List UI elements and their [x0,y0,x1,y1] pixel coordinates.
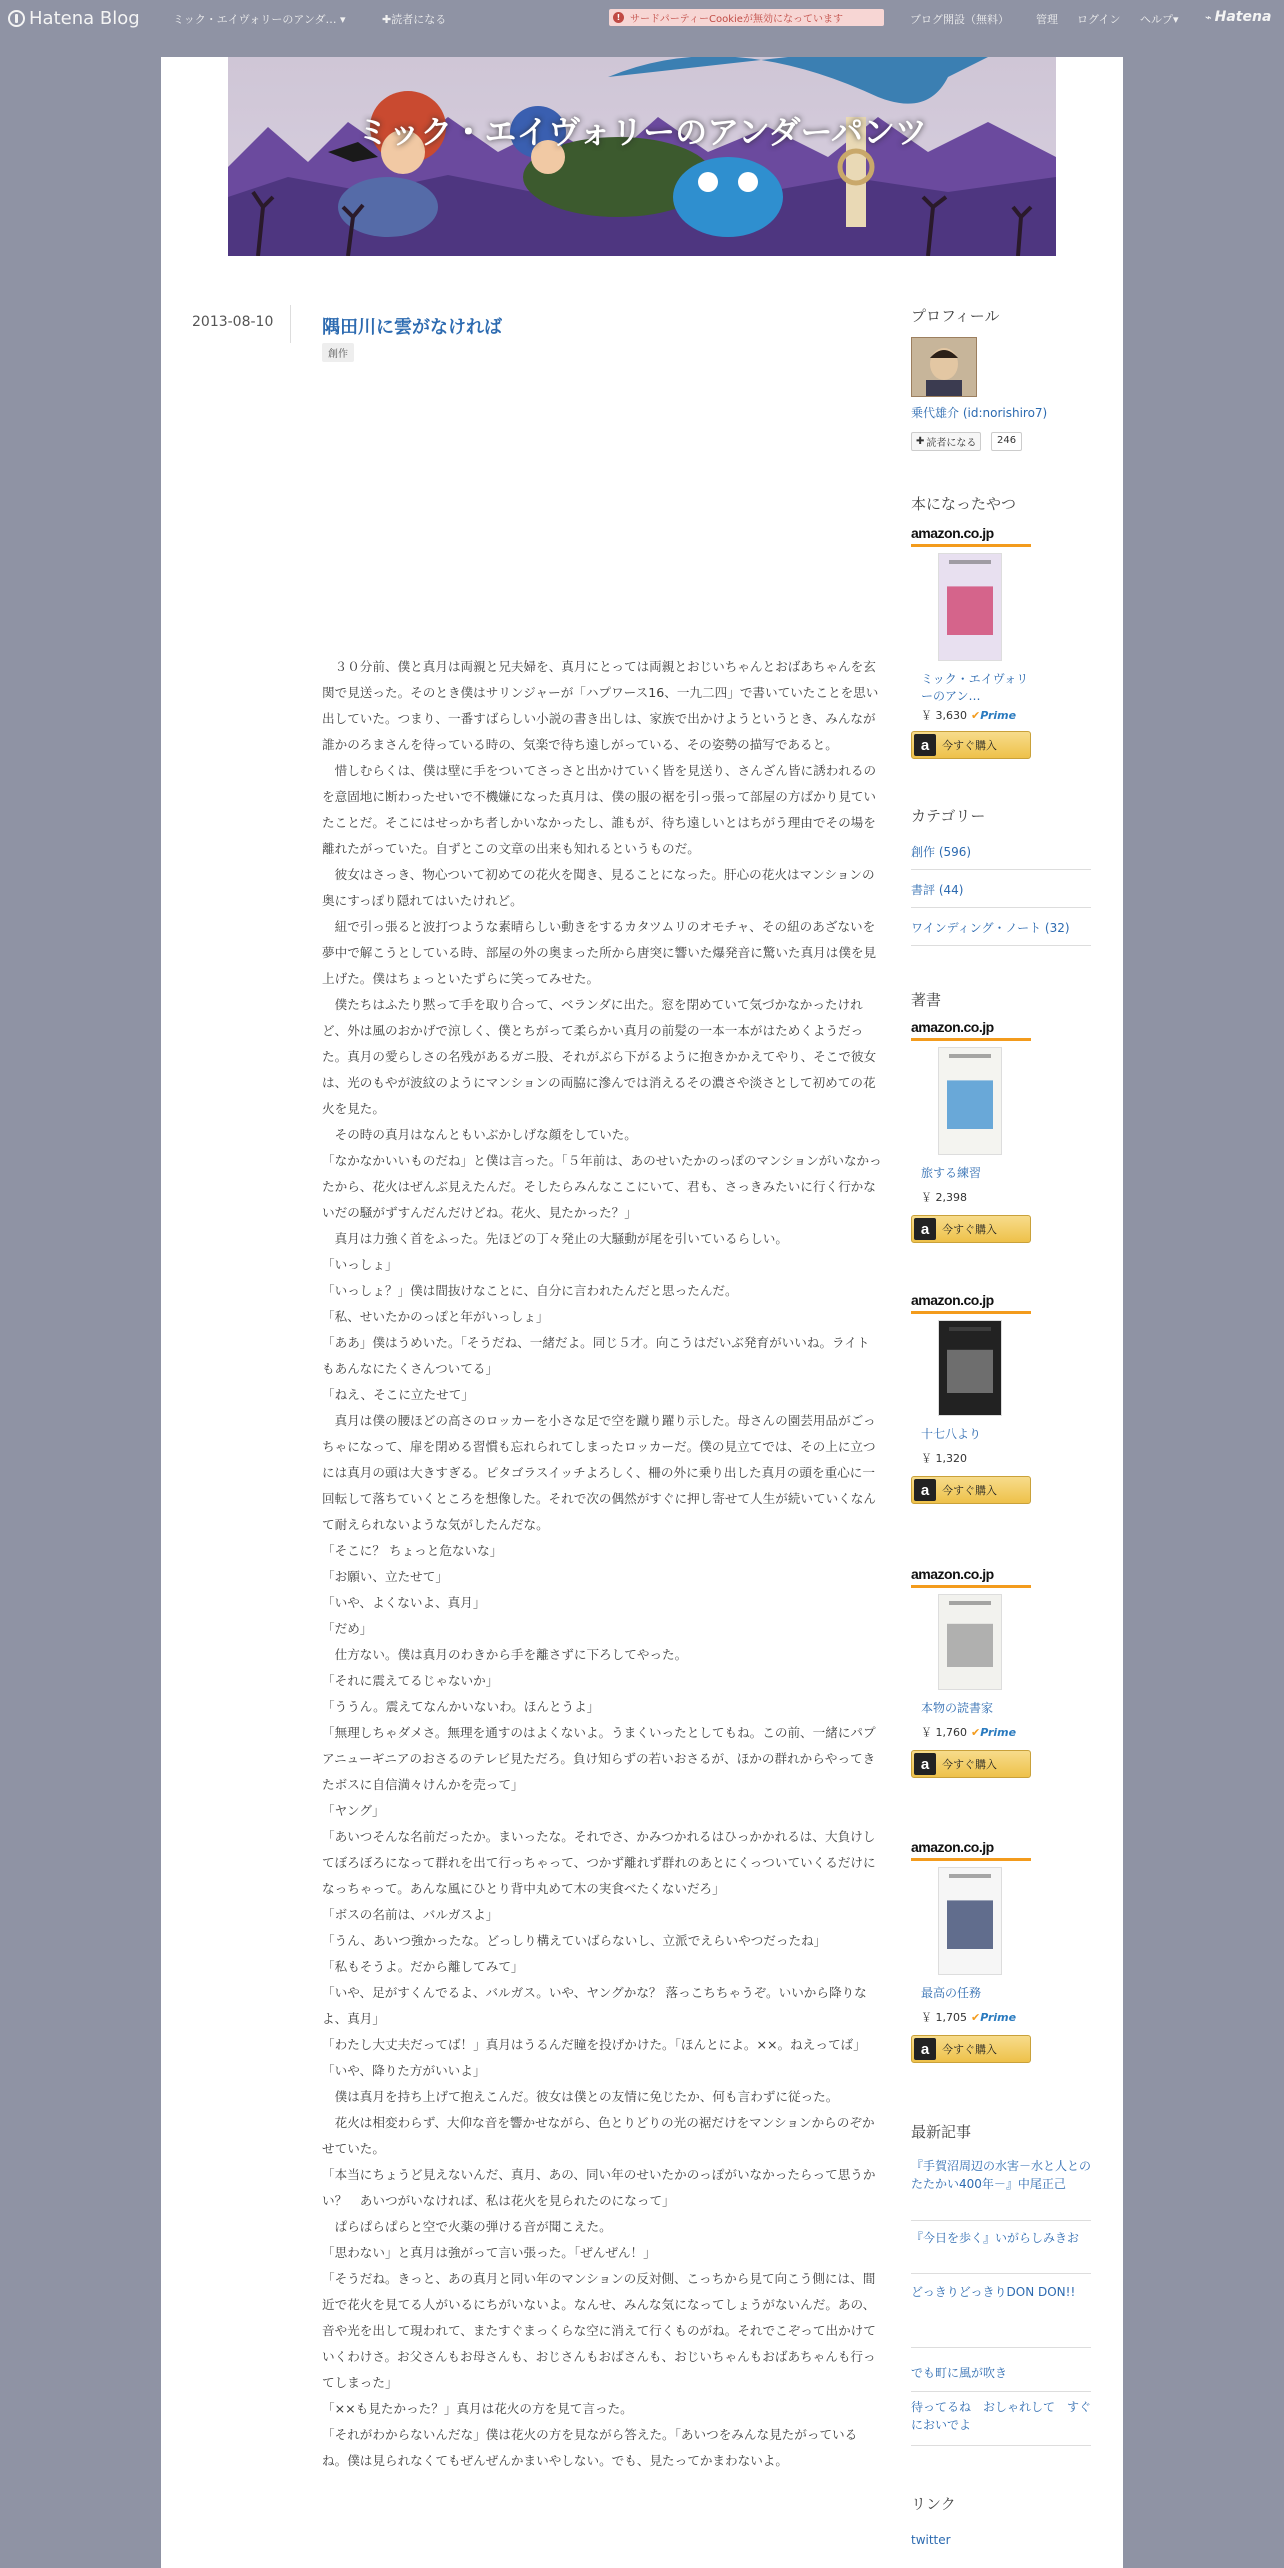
article-paragraph: 「ねえ、そこに立たせて」 [322,1387,474,1402]
book-cover-art [939,1595,1001,1689]
divider [911,2347,1091,2348]
article-paragraph: 「そうだね。きっと、あの真月と同い年のマンションの反対側、こっちから見て向こう側には、間近で花火を見てる人がいるにちがいないよ。なんせ、みんな気になってしょうがないんだ。あの、音や光を出して現われて、またすぐまっくらな空に消えて行くものがね。それでこぞって出かけていくわけさ。お父さんもお母さんも、おじさんもおばさんも、おじいちゃんもおばあちゃんも行ってしまった」 [322,2271,876,2390]
links-heading: リンク [911,2495,956,2513]
price-value: ￥ 1,705 [921,2011,967,2024]
article-paragraph: 「そこに？ ちょっと危ないな」 [322,1543,503,1558]
article-paragraph: 「ううん。震えてなんかいないわ。ほんとうよ」 [322,1699,600,1714]
buy-now-label: 今すぐ購入 [942,1758,997,1771]
product-price [921,2009,1016,2025]
article-paragraph: 「本当にちょうど見えないんだ、真月、あの、同い年のせいたかのっぽがいなかったらって思うかい？ あいつがいなければ、私は花火を見られたのになって」 [322,2167,876,2208]
article-paragraph: 「あいつそんな名前だったか。まいったな。それでさ、かみつかれるはひっかかれるは、大負けしてぼろぼろになって群れを出て行っちゃって、つかず離れず群れのあとにくっついていくるだけになっちゃって。あんな風にひとり背中丸めて木の実食べたくないだろ」 [322,1829,876,1896]
article-paragraph: 「なかなかいいものだね」と僕は言った。「５年前は、あのせいたかのっぽのマンションがいなかったから、花火はぜんぶ見えたんだ。そしたらみんなここにいて、君も、さっきみたいに行く行かないだの騒がずすんだんだけどね。花火、見たかった？」 [322,1153,882,1220]
article-paragraph: 彼女はさっき、物心ついて初めての花火を聞き、見ることになった。肝心の花火はマンションの奥にすっぽり隠れてはいたけれど。 [322,867,875,908]
product-price [921,1189,967,1205]
category-heading: カテゴリー [911,807,986,825]
buy-now-button[interactable] [911,1215,1031,1243]
article-paragraph: 真月は僕の腰ほどの高さのロッカーを小さな足で空を蹴り躍り示した。母さんの園芸用品がごっちゃになって、扉を閉める習慣も忘れられてしまったロッカーだ。僕の見立てでは、その上に立つには真月の頭は大きすぎる。ピタゴラスイッチよろしく、柵の外に乗り出した真月の頭を重心に一回転して落ちていくところを想像した。それで次の偶然がすぐに押し寄せて人生が続いていくなんて耐えられないような気がしたんだな。 [322,1413,876,1532]
book-cover-art [939,1321,1001,1415]
article-paragraph: その時の真月はなんともいぶかしげな顔をしていた。 [322,1127,637,1142]
amazon-logo[interactable]: amazon.co.jp [911,1019,994,1035]
product-name-link[interactable]: 本物の読書家 [921,1701,994,1715]
prime-badge: ✔Prime [971,1725,1017,1739]
divider [911,907,1091,908]
buy-now-button[interactable] [911,1476,1031,1504]
divider [911,2273,1091,2274]
article-paragraph: 「ヤング」 [322,1803,385,1818]
article-paragraph: 「ボスの名前は、バルガスよ」 [322,1907,499,1922]
avatar-illustration [912,338,976,396]
article-paragraph: ３０分前、僕と真月は両親と兄夫婦を、真月にとっては両親とおじいちゃんとおばあちゃんを玄関で見送った。そのとき僕はサリンジャーが「ハプワース16、一九二四」で書いていたことを思い出していた。つまり、一番すばらしい小説の書き出しは、家族で出かけようというとき、みんなが誰かのろまさんを待っている時の、気楽で待ち遠しがっている、その姿勢の描写であると。 [322,659,879,752]
product-name-link[interactable]: ミック・エイヴォリーのアン… [921,672,1029,703]
amazon-product-card [911,1566,1031,1773]
article-paragraph: 「わたし大丈夫だってば！」真月はうるんだ瞳を投げかけた。「ほんとによ。××。ねえってば」 [322,2037,866,2052]
hatena-icon: ⌁ [1205,11,1212,24]
article-paragraph: 真月は力強く首をふった。先ほどの丁々発止の大騒動が尾を引いているらしい。 [322,1231,788,1246]
divider [911,2445,1091,2446]
book-cover[interactable] [938,1594,1002,1690]
article-paragraph: 「お願い、立たせて」 [322,1569,448,1584]
recent-heading: 最新記事 [911,2123,972,2141]
amazon-logo-swoosh [911,1038,1031,1041]
amazon-logo-swoosh [911,1858,1031,1861]
product-price [921,707,1016,723]
article-paragraph: 「いっしょ？」僕は間抜けなことに、自分に言われたんだと思ったんだ。 [322,1283,738,1298]
amazon-icon: a [914,1479,936,1501]
category-link[interactable]: 書評 (44) [911,883,964,897]
buy-now-label: 今すぐ購入 [942,739,997,752]
book-cover[interactable] [938,553,1002,661]
book-cover-art [939,1048,1001,1154]
global-header [0,0,1284,38]
amazon-logo-swoosh [911,1311,1031,1314]
blog-menu[interactable]: ミック・エイヴォリーのアンダ… ▾ [173,13,346,26]
amazon-logo[interactable]: amazon.co.jp [911,525,994,541]
book-cover[interactable] [938,1320,1002,1416]
hatena-blog-logo[interactable]: Hatena Blog [8,8,140,29]
product-price [921,1724,1016,1740]
article-body [322,654,882,2474]
avatar[interactable] [911,337,977,397]
twitter-link[interactable]: twitter [911,2533,951,2547]
caret-down-icon: ▾ [339,13,346,26]
amazon-icon: a [914,1218,936,1240]
plus-icon: ✚ [916,436,925,447]
book-cover-art [939,554,1001,660]
prime-label: Prime [980,708,1017,722]
article-paragraph: 「うん、あいつ強かったな。どっしり構えていばらないし、立派でえらいやつだったね」 [322,1933,827,1948]
date-divider [290,305,291,343]
books-heading: 本になったやつ [911,495,1017,513]
article-paragraph: 花火は相変わらず、大仰な音を響かせながら、色とりどりの光の裾だけをマンションからのぞかせていた。 [322,2115,875,2156]
recent-article-link[interactable]: でも町に風が吹き [911,2366,1008,2380]
buy-now-label: 今すぐ購入 [942,1223,997,1236]
article-paragraph: 「それがわからないんだな」僕は花火の方を見ながら答えた。「あいつをみんな見たがっているね。僕は見られなくてもぜんぜんかまいやしない。でも、見たってかまわないよ。 [322,2427,858,2468]
blog-banner[interactable] [228,57,1056,256]
recent-article-link[interactable]: どっきりどっきりDON DON!! [911,2285,1076,2299]
article-paragraph: 僕たちはふたり黙って手を取り合って、ベランダに出た。窓を閉めていて気づかなかったけれど、外は風のおかげで涼しく、僕とちがって柔らかい真月の前髪の一本一本がはためくようだった。真月の愛らしさの名残があるガニ股、それがぶら下がるように抱きかかえてやり、そこで彼女は、光のもやが波紋のようにマンションの両脇に滲んでは消えるその濃さや淡さとして初めての花火を見た。 [322,997,877,1116]
price-value: ￥ 2,398 [921,1191,967,1204]
hatena-logo-icon [8,10,25,27]
amazon-icon: a [914,1753,936,1775]
warning-icon: ! [613,12,624,23]
article-paragraph: ぱらぱらぱらと空で火薬の弾ける音が聞こえた。 [322,2219,612,2234]
caret-down-icon: ▾ [1173,13,1179,26]
recent-article-link[interactable]: 『手賀沼周辺の水害－水と人とのたたかい400年－』中尾正己 [911,2159,1092,2191]
prime-label: Prime [980,1725,1017,1739]
buy-now-button[interactable] [911,1750,1031,1778]
amazon-product-card [911,1292,1031,1499]
prime-label: Prime [980,2010,1017,2024]
hatena-menu[interactable]: ⌁ Hatena [1205,9,1272,25]
login-link[interactable]: ログイン [1077,13,1121,26]
category-link[interactable]: 創作 (596) [911,845,972,859]
amazon-logo[interactable]: amazon.co.jp [911,1292,994,1308]
buy-now-label: 今すぐ購入 [942,2043,997,2056]
buy-now-button[interactable] [911,731,1031,759]
article-title[interactable]: 隅田川に雲がなければ [322,317,502,338]
article-paragraph: 「××も見たかった？」真月は花火の方を見て言った。 [322,2401,633,2416]
article-paragraph: 「思わない」と真月は強がって言い張った。「ぜんぜん！」 [322,2245,656,2260]
article-paragraph: 惜しむらくは、僕は壁に手をついてさっさと出かけていく皆を見送り、さんざん皆に誘われるのを意固地に断わったせいで不機嫌になった真月は、僕の服の裾を引っ張って部屋の方ばかり見ていたことだ。そこにはせっかち者しかいなかったし、誰もが、待ち遠しいとはちがう理由でその場を離れたがっていた。自ずとこの文章の出来も知れるというものだ。 [322,763,877,856]
admin-link[interactable]: 管理 [1036,13,1058,26]
article-paragraph: 「私もそうよ。だから離してみて」 [322,1959,524,1974]
recent-article-link[interactable]: 待ってるね おしゃれして すぐにおいでよ [911,2400,1092,2432]
cookie-warning[interactable]: ! サードパーティーCookieが無効になっています [609,9,884,26]
price-value: ￥ 3,630 [921,709,967,722]
category-link[interactable]: ワインディング・ノート (32) [911,921,1070,935]
amazon-icon: a [914,734,936,756]
article-paragraph: 紐で引っ張ると波打つような素晴らしい動きをするカタツムリのオモチャ、その紐のあざないを夢中で解こうとしている時、部屋の外の奥まった所から唐突に響いた爆発音に驚いた真月は僕を見上げた。僕はちょっといたずらに笑ってみせた。 [322,919,877,986]
prime-badge: ✔Prime [971,708,1017,722]
amazon-logo[interactable]: amazon.co.jp [911,1839,994,1855]
amazon-logo-swoosh [911,544,1031,547]
reader-button[interactable]: ✚ 読者になる [911,432,981,451]
article-paragraph: 「無理しちゃダメさ。無理を通すのはよくないよ。うまくいったとしてもね。この前、一緒にパプアニューギニアのおさるのテレビ見ただろ。負け知らずの若いおさるが、ほかの群れからやってきたボスに自信満々けんかを売って」 [322,1725,876,1792]
article-paragraph: 「いや、よくないよ、真月」 [322,1595,486,1610]
article-paragraph: 仕方ない。僕は真月のわきから手を離さずに下ろしてやった。 [322,1647,688,1662]
amazon-logo[interactable]: amazon.co.jp [911,1566,994,1582]
book-cover[interactable] [938,1867,1002,1975]
buy-now-label: 今すぐ購入 [942,1484,997,1497]
price-value: ￥ 1,760 [921,1726,967,1739]
help-menu[interactable]: ヘルプ▾ [1140,13,1179,26]
open-blog-link[interactable]: ブログ開設（無料） [910,13,1009,26]
buy-now-button[interactable] [911,2035,1031,2063]
blog-container [161,57,1123,2568]
recent-article-link[interactable]: 『今日を歩く』いがらしみきお [911,2231,1080,2245]
article-paragraph: 「だめ」 [322,1621,373,1636]
subscribe-link[interactable]: ✚読者になる [382,13,447,26]
book-cover-art [939,1868,1001,1974]
prime-badge: ✔Prime [971,2010,1017,2024]
article-paragraph: 「いっしょ」 [322,1257,398,1272]
article-paragraph: 「ああ」僕はうめいた。「そうだね、一緒だよ。同じ５才。向こうはだいぶ発育がいいね。ライトもあんなにたくさんついてる」 [322,1335,870,1376]
banner-illustration [228,57,1056,256]
amazon-product-card [911,525,1031,754]
article-date[interactable]: 2013-08-10 [192,314,274,330]
product-price [921,1450,967,1466]
article-paragraph: 「それに震えてるじゃないか」 [322,1673,499,1688]
plus-icon: ✚ [382,13,392,26]
divider [911,2220,1091,2221]
article-category[interactable]: 創作 [322,343,354,362]
product-name-link[interactable]: 最高の任務 [921,1986,982,2000]
reader-count: 246 [991,432,1022,451]
amazon-icon: a [914,2038,936,2060]
amazon-product-card [911,1019,1031,1238]
divider [911,2391,1091,2392]
blog-title[interactable]: ミック・エイヴォリーのアンダーパンツ [357,113,927,151]
divider [911,945,1091,946]
article-paragraph: 「いや、足がすくんでるよ、バルガス。いや、ヤングかな？ 落っこちちゃうぞ。いいから降りなよ、真月」 [322,1985,867,2026]
product-name-link[interactable]: 十七八より [921,1427,982,1441]
amazon-logo-swoosh [911,1585,1031,1588]
profile-heading: プロフィール [911,307,1000,325]
price-value: ￥ 1,320 [921,1452,967,1465]
works-heading: 著書 [911,991,942,1009]
product-name-link[interactable]: 旅する練習 [921,1166,982,1180]
book-cover[interactable] [938,1047,1002,1155]
profile-name-link[interactable]: 乗代雄介 (id:norishiro7) [911,406,1048,420]
divider [911,869,1091,870]
article-paragraph: 「私、せいたかのっぽと年がいっしょ」 [322,1309,549,1324]
article-paragraph: 僕は真月を持ち上げて抱えこんだ。彼女は僕との友情に免じたか、何も言わずに従った。 [322,2089,839,2104]
amazon-product-card [911,1839,1031,2058]
article-paragraph: 「いや、降りた方がいいよ」 [322,2063,486,2078]
